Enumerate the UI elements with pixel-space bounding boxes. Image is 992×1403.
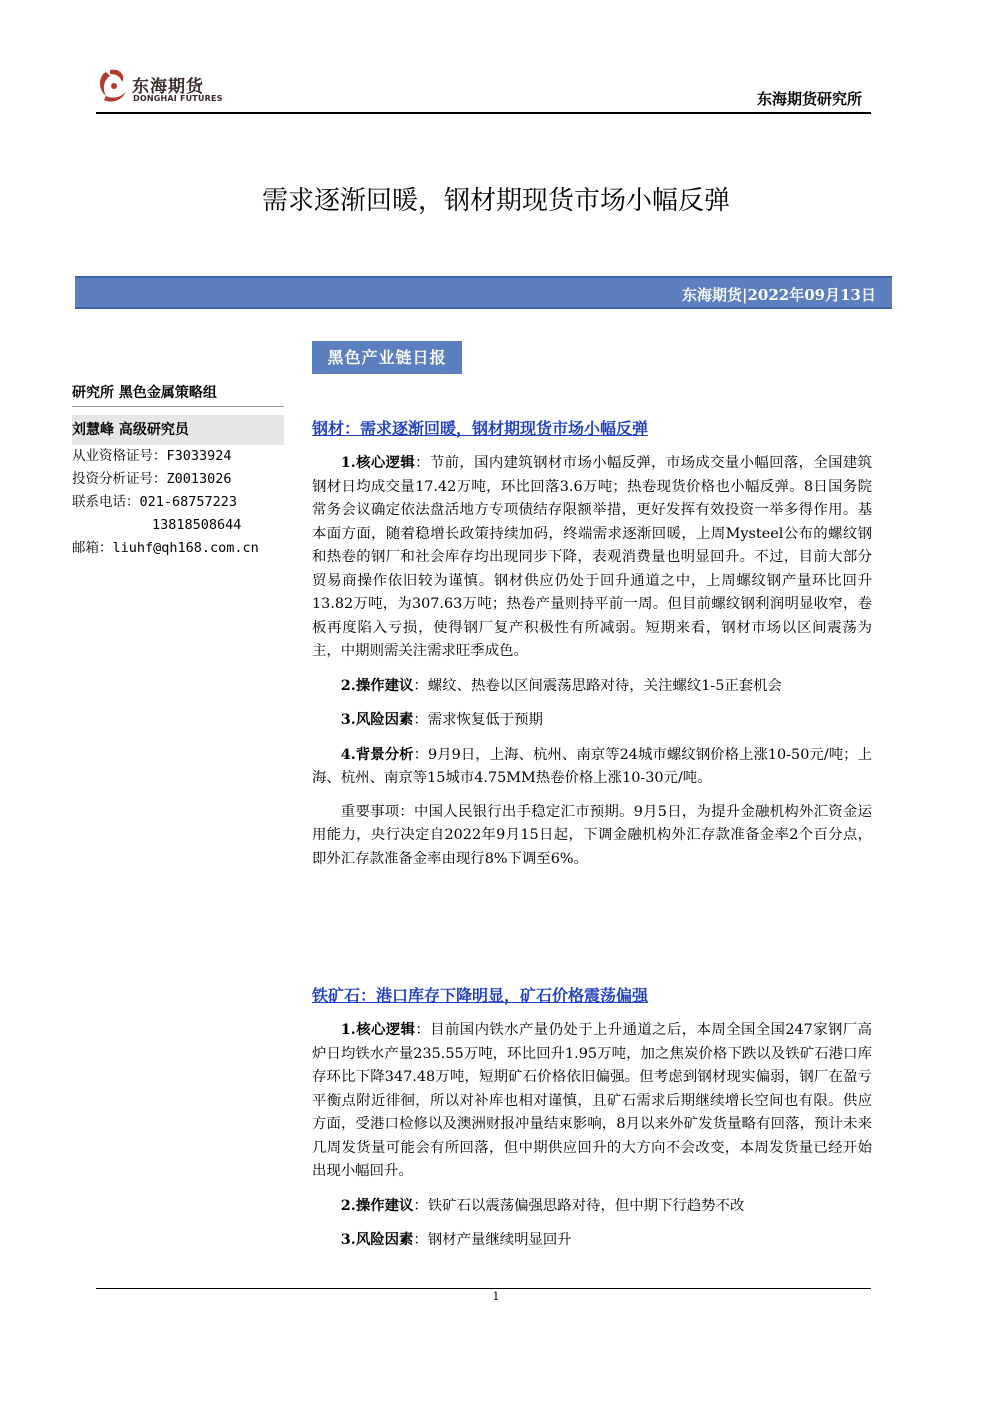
steel-important-note: 重要事项：中国人民银行出手稳定汇市预期。9月5日，为提升金融机构外汇资金运用能力，央行决定自2022年9月15日起，下调金融机构外汇存款准备金率2个百分点，即外汇存款准备金率由现行8%下调至6%。 <box>312 803 872 867</box>
sidebar-license: 从业资格证号：F3033924 <box>72 448 232 464</box>
steel-risk <box>312 708 872 733</box>
section-badge: 黑色产业链日报 <box>312 341 462 374</box>
steel-operation <box>312 674 872 699</box>
date-banner <box>75 276 892 309</box>
sidebar-advisor-license: 投资分析证号：Z0013026 <box>72 471 232 487</box>
author-sidebar <box>72 382 284 560</box>
text: ：需求恢复低于预期 <box>413 712 543 728</box>
text: ：钢材产量继续明显回升 <box>413 1232 572 1248</box>
logo-mark-icon <box>96 66 130 106</box>
steel-title[interactable]: 钢材：需求逐渐回暖，钢材期现货市场小幅反弹 <box>312 419 649 438</box>
page-number: 1 <box>492 1290 500 1303</box>
ore-title[interactable]: 铁矿石：港口库存下降明显，矿石价格震荡偏强 <box>312 986 649 1005</box>
label: 3.风险因素 <box>340 711 414 728</box>
text: ：9月9日，上海、杭州、南京等24城市螺纹钢价格上涨10-50元/吨；上海、杭州、南京等15城市4.75MM热卷价格上涨10-30元/吨。 <box>312 746 872 786</box>
ore-risk <box>312 1228 872 1253</box>
sidebar-author: 刘慧峰 高级研究员 <box>72 415 284 445</box>
company-logo <box>96 66 236 110</box>
sidebar-phone-2: 13818508644 <box>152 517 242 533</box>
text: ：铁矿石以震荡偏强思路对待，但中期下行趋势不改 <box>413 1197 745 1214</box>
text: ：螺纹、热卷以区间震荡思路对待，关注螺纹1-5正套机会 <box>413 677 782 694</box>
steel-core-logic <box>312 451 872 664</box>
report-title: 需求逐渐回暖，钢材期现货市场小幅反弹 <box>261 186 730 216</box>
label: 4.背景分析 <box>340 745 414 763</box>
steel-section <box>312 416 872 871</box>
label: 1.核心逻辑 <box>340 1021 416 1038</box>
label: 3.风险因素 <box>340 1231 414 1248</box>
ore-core-logic <box>312 1018 872 1184</box>
logo-text-en: DONGHAI FUTURES <box>133 94 223 103</box>
sidebar-phone: 联系电话：021-68757223 <box>72 494 238 510</box>
text: ：目前国内铁水产量仍处于上升通道之后，本周全国全国247家钢厂高炉日均铁水产量235.55万吨，环比回升1.95万吨，加之焦炭价格下跌以及铁矿石港口库存环比下降347.48万吨，短期矿石价格依旧偏强。但考虑到钢材现实偏弱，钢厂在盈亏平衡点附近徘徊，所以对补库也相对谨慎，且矿石需求后期继续增长空间也有限。供应方面，受港口检修以及澳洲财报冲量结束影响，8月以来外矿发货量略有回落，预计未来几周发货量可能会有所回落，但中期供应回升的大方向不会改变，本周发货量已经开始出现小幅回升。 <box>312 1022 872 1179</box>
sidebar-department: 研究所 黑色金属策略组 <box>72 382 284 407</box>
steel-background <box>312 743 872 791</box>
ore-operation <box>312 1194 872 1219</box>
header-divider <box>96 112 871 114</box>
logo-text-cn: 东海期货 <box>132 77 204 97</box>
ore-section <box>312 983 872 1253</box>
text: ：节前，国内建筑钢材市场小幅反弹，市场成交量小幅回落，全国建筑钢材日均成交量17.42万吨，环比回落3.6万吨；热卷现货价格也小幅反弹。8日国务院常务会议确定依法盘活地方专项债结存限额举措，更好发挥有效投资一举多得作用。基本面方面，随着稳增长政策持续加码，终端需求逐渐回暖，上周Mysteel公布的螺纹钢和热卷的钢厂和社会库存均出现同步下降，表观消费量也明显回升。不过，目前大部分贸易商操作依旧较为谨慎。钢材供应仍处于回升通道之中，上周螺纹钢产量环比回升13.82万吨，为307.63万吨；热卷产量则持平前一周。但目前螺纹钢利润明显收窄，卷板再度陷入亏损，使得钢厂复产积极性有所减弱。短期来看，钢材市场以区间震荡为主，中期则需关注需求旺季成色。 <box>312 455 872 659</box>
footer-divider <box>96 1288 871 1289</box>
date-line: 东海期货|2022年09月13日 <box>682 286 876 304</box>
label: 2.操作建议 <box>340 676 414 694</box>
sidebar-email: 邮箱：liuhf@qh168.com.cn <box>72 540 259 556</box>
label: 2.操作建议 <box>340 1196 414 1214</box>
label: 1.核心逻辑 <box>340 454 416 471</box>
header-institute: 东海期货研究所 <box>756 90 862 108</box>
